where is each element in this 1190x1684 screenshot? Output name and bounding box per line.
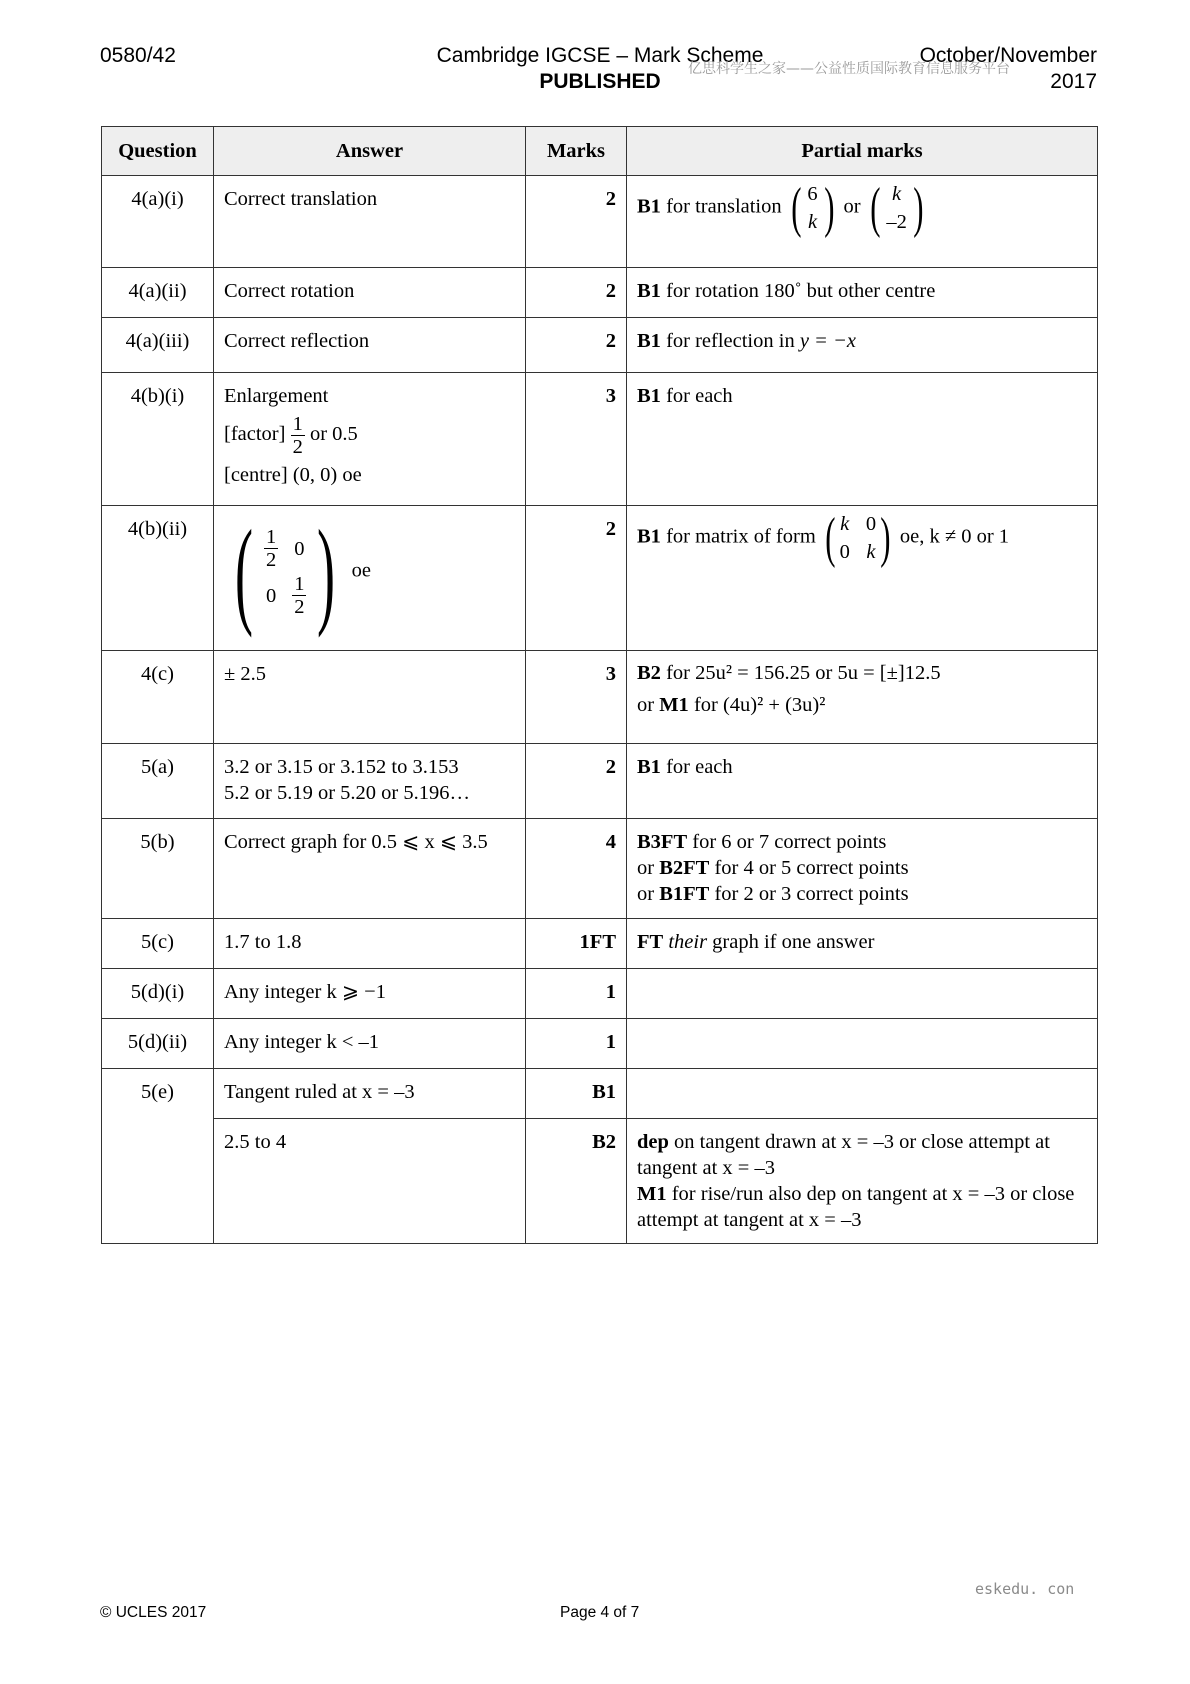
matrix-entry: 0 [294, 537, 305, 560]
table-row [102, 176, 1098, 268]
header-answer: Answer [214, 127, 526, 176]
published-label: PUBLISHED [539, 70, 661, 93]
oe-text: oe [351, 559, 371, 582]
answer-cell: Correct translation [214, 176, 526, 268]
marks-cell: 3 [526, 373, 627, 506]
answer-line [224, 413, 515, 458]
site-watermark: eskedu. con [975, 1580, 1075, 1598]
question-cell: 4(b)(i) [102, 373, 214, 506]
or-text: or [843, 195, 861, 218]
table-row [102, 373, 1098, 506]
factor-alt: or 0.5 [309, 423, 358, 446]
mark-code: B2 [637, 662, 661, 684]
partial-italic: their [668, 931, 708, 953]
question-cell: 4(c) [102, 651, 214, 744]
partial-marks-cell [627, 1019, 1098, 1069]
partial-text: for each [666, 756, 733, 778]
question-cell: 4(a)(ii) [102, 268, 214, 318]
numerator: 1 [265, 526, 277, 548]
denominator: 2 [292, 436, 303, 458]
table-row [102, 1119, 1098, 1244]
partial-text: for 25u² = 156.25 or 5u = [±]12.5 [666, 662, 941, 684]
question-cell: 4(a)(iii) [102, 318, 214, 373]
partial-text: oe, [899, 525, 925, 548]
table-row [102, 819, 1098, 919]
partial-line [637, 1181, 1087, 1233]
partial-text: for (4u)² + (3u)² [693, 694, 826, 716]
watermark-text: 亿思科学生之家——公益性质国际教育信息服务平台 [688, 61, 1010, 77]
mark-code: FT [637, 931, 664, 953]
answer-cell: Any integer k < –1 [214, 1019, 526, 1069]
partial-line [637, 689, 1087, 721]
mark-scheme-title: Cambridge IGCSE – Mark Scheme [436, 44, 764, 67]
marks-cell: B2 [526, 1119, 627, 1244]
answer-cell: 2.5 to 4 [214, 1119, 526, 1244]
matrix-form: ( k 0 0 k ) [825, 507, 891, 569]
question-cell: 5(c) [102, 919, 214, 969]
table-row [102, 651, 1098, 744]
copyright: © UCLES 2017 [100, 1604, 207, 1621]
partial-marks-cell [627, 651, 1098, 744]
mark-code: B1 [637, 525, 661, 548]
or-text: or [637, 694, 655, 716]
matrix-entry: k [840, 513, 850, 535]
denominator: 2 [294, 596, 305, 618]
table-row [102, 318, 1098, 373]
table-row [102, 268, 1098, 318]
vector-top: k [892, 183, 902, 205]
partial-marks-cell [627, 819, 1098, 919]
question-cell: 4(b)(ii) [102, 506, 214, 651]
answer-cell: Correct rotation [214, 268, 526, 318]
answer-cell: Any integer k ⩾ −1 [214, 969, 526, 1019]
partial-text: for 2 or 3 correct points [714, 883, 909, 905]
denominator: 2 [265, 549, 277, 571]
partial-marks-cell [627, 1119, 1098, 1244]
marks-cell: 2 [526, 176, 627, 268]
mark-code: B1 [637, 280, 661, 302]
partial-line [637, 1129, 1087, 1181]
table-row [102, 919, 1098, 969]
marks-cell: 2 [526, 744, 627, 819]
mark-code: B2FT [659, 857, 710, 879]
fraction [292, 573, 306, 618]
answer-cell: Correct reflection [214, 318, 526, 373]
partial-text: for reflection in [666, 330, 795, 352]
matrix-entry: 0 [265, 584, 277, 607]
equation: y = −x [799, 330, 856, 352]
vector-bottom: k [807, 211, 818, 233]
answer-line: Enlargement [224, 385, 329, 407]
session-label: October/November [919, 44, 1097, 67]
table-row [102, 744, 1098, 819]
partial-text: for rotation 180˚ but other centre [666, 280, 936, 302]
answer-cell: ± 2.5 [214, 651, 526, 744]
mark-scheme-table [101, 126, 1098, 1244]
answer-line: 5.2 or 5.19 or 5.20 or 5.196… [224, 782, 470, 804]
table-row [102, 1069, 1098, 1119]
mark-code: B1 [637, 756, 661, 778]
table-row [102, 969, 1098, 1019]
year-label: 2017 [1050, 70, 1097, 93]
partial-text: for translation [666, 195, 782, 218]
answer-cell [214, 744, 526, 819]
mark-code: B1 [637, 385, 661, 407]
mark-code: M1 [637, 1183, 667, 1205]
translation-vector-2: ( k –2 ) [869, 177, 924, 239]
answer-cell [214, 373, 526, 506]
marks-cell: 3 [526, 651, 627, 744]
header-question: Question [102, 127, 214, 176]
question-cell: 5(b) [102, 819, 214, 919]
header-marks: Marks [526, 127, 627, 176]
mark-code: M1 [659, 694, 689, 716]
marks-cell: B1 [526, 1069, 627, 1119]
answer-cell: Tangent ruled at x = –3 [214, 1069, 526, 1119]
numerator: 1 [292, 413, 303, 435]
marks-cell: 1 [526, 1019, 627, 1069]
or-text: or [637, 883, 655, 905]
paper-code: 0580/42 [100, 44, 176, 67]
partial-marks-cell [627, 919, 1098, 969]
answer-cell: 1.7 to 1.8 [214, 919, 526, 969]
partial-marks-cell [627, 373, 1098, 506]
matrix-entry: 0 [839, 541, 850, 563]
partial-text: for rise/run also dep on tangent at x = –3 or close attempt at tangent at x = –3 [637, 1183, 1075, 1231]
table-header-row [102, 127, 1098, 176]
question-cell: 4(a)(i) [102, 176, 214, 268]
question-cell: 5(e) [102, 1069, 214, 1244]
marks-cell: 1 [526, 969, 627, 1019]
question-cell: 5(a) [102, 744, 214, 819]
partial-text: graph if one answer [712, 931, 875, 953]
partial-marks-cell [627, 506, 1098, 651]
table-row [102, 1019, 1098, 1069]
partial-text: on tangent drawn at x = –3 or close attempt at tangent at x = –3 [637, 1131, 1050, 1179]
partial-line [637, 881, 1087, 907]
partial-text: for 4 or 5 correct points [714, 857, 909, 879]
table-row [102, 506, 1098, 651]
partial-text: for matrix of form [666, 525, 816, 548]
header-partial-marks: Partial marks [627, 127, 1098, 176]
partial-text: for each [666, 385, 733, 407]
page-number: Page 4 of 7 [560, 1604, 640, 1621]
partial-line [637, 829, 1087, 855]
vector-bottom: –2 [886, 211, 907, 233]
partial-text: for 6 or 7 correct points [692, 831, 887, 853]
answer-line: 3.2 or 3.15 or 3.152 to 3.153 [224, 756, 459, 778]
partial-marks-cell [627, 318, 1098, 373]
factor-label: [factor] [224, 423, 286, 446]
marks-cell: 1FT [526, 919, 627, 969]
partial-marks-cell [627, 969, 1098, 1019]
mark-code: B1 [637, 195, 661, 218]
vector-top: 6 [807, 183, 818, 205]
translation-vector-1: ( 6 k ) [790, 177, 835, 239]
marks-cell: 2 [526, 506, 627, 651]
answer-cell: Correct graph for 0.5 ⩽ x ⩽ 3.5 [214, 819, 526, 919]
question-cell: 5(d)(i) [102, 969, 214, 1019]
answer-line: [centre] (0, 0) oe [224, 464, 362, 486]
numerator: 1 [294, 573, 305, 595]
or-text: or [637, 857, 655, 879]
mark-code: dep [637, 1131, 669, 1153]
question-cell: 5(d)(ii) [102, 1019, 214, 1069]
enlargement-matrix: ( $\frac{1}{2}$ 0 0 $\frac{1}{2}$ ) [234, 505, 336, 638]
fraction [264, 526, 278, 571]
mark-code: B1 [637, 330, 661, 352]
partial-marks-cell [627, 268, 1098, 318]
matrix-entry: k [866, 541, 876, 563]
matrix-entry: 0 [865, 513, 877, 535]
partial-marks-cell [627, 744, 1098, 819]
fraction [291, 413, 305, 458]
marks-cell: 2 [526, 268, 627, 318]
marks-cell: 4 [526, 819, 627, 919]
partial-line [637, 855, 1087, 881]
marks-cell: 2 [526, 318, 627, 373]
partial-marks-cell [627, 176, 1098, 268]
partial-marks-cell [627, 1069, 1098, 1119]
mark-code: B1FT [659, 883, 710, 905]
condition-text: k ≠ 0 or 1 [929, 525, 1010, 548]
answer-cell [214, 506, 526, 651]
partial-line [637, 657, 1087, 689]
mark-code: B3FT [637, 831, 688, 853]
